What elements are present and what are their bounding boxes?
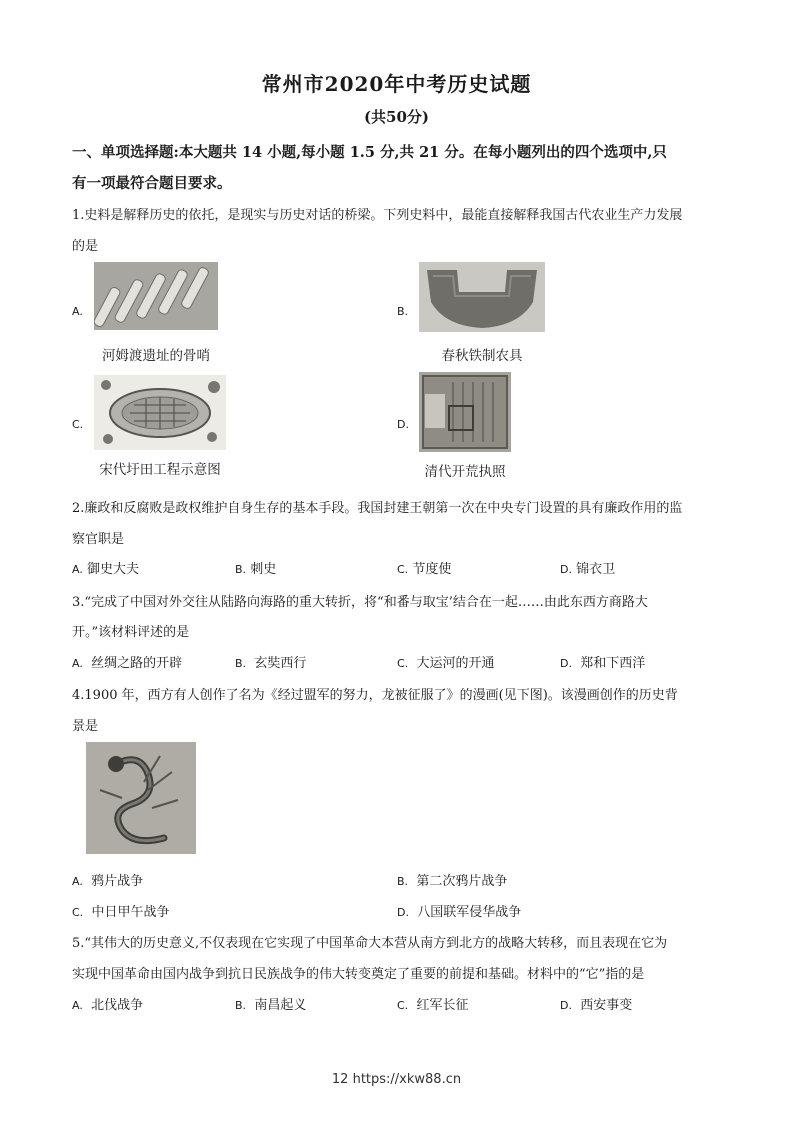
q2-option-b: B. 刺史 — [235, 562, 277, 577]
q5-option-b: B. 南昌起义 — [235, 998, 307, 1013]
page-title: 常州市2020年中考历史试题 — [261, 72, 532, 96]
q1-option-c-label: C. — [72, 418, 84, 431]
q1-option-c-caption: 宋代圩田工程示意图 — [99, 462, 221, 478]
q3-option-a: A. 丝绸之路的开辟 — [72, 656, 183, 671]
section-heading-line2: 有一项最符合题目要求。 — [72, 175, 232, 192]
page-footer: 12 https://xkw88.cn — [331, 1072, 462, 1087]
question-4-line1: 4.1900 年，西方有人创作了名为《经过盟军的努力，龙被征服了》的漫画(见下图)。该漫画创作的历史背 — [72, 688, 678, 703]
q3-option-b: B. 玄奘西行 — [235, 656, 307, 671]
dragon-cartoon-image — [86, 742, 196, 854]
q3-option-c: C. 大运河的开通 — [397, 656, 495, 671]
question-2-line1: 2.廉政和反腐败是政权维护自身生存的基本手段。我国封建王朝第一次在中央专门设置的具有廉政作用的监 — [72, 501, 683, 516]
q2-option-a: A. 御史大夫 — [72, 562, 139, 577]
section-heading-line1: 一、单项选择题:本大题共 14 小题,每小题 1.5 分,共 21 分。在每小题列出的四个选项中,只 — [72, 144, 667, 161]
page-subtitle: (共50分) — [363, 108, 430, 126]
q1-option-a-label: A. — [72, 305, 83, 318]
q5-option-a: A. 北伐战争 — [72, 998, 144, 1013]
question-1-line2: 的是 — [72, 239, 99, 254]
q2-option-d: D. 锦衣卫 — [560, 562, 616, 577]
question-5-line1: 5.“其伟大的历史意义,不仅表现在它实现了中国革命大本营从南方到北方的战略大转移，而且表现在它为 — [72, 936, 668, 951]
question-4-line2: 景是 — [72, 719, 99, 734]
q4-option-a: A. 鸦片战争 — [72, 874, 144, 889]
q1-option-b-caption: 春秋铁制农具 — [441, 348, 523, 364]
q1-option-a-caption: 河姆渡遗址的骨哨 — [102, 348, 210, 364]
q3-option-d: D. 郑和下西洋 — [560, 656, 646, 671]
question-5-line2: 实现中国革命由国内战争到抗日民族战争的伟大转变奠定了重要的前提和基础。材料中的“它”指的是 — [72, 967, 645, 982]
q4-option-b: B. 第二次鸦片战争 — [397, 874, 508, 889]
bone-whistle-image — [94, 262, 218, 330]
q1-option-d-caption: 清代开荒执照 — [424, 464, 506, 480]
question-3-line2: 开。”该材料评述的是 — [72, 625, 190, 640]
question-2-line2: 察官职是 — [72, 532, 125, 547]
q4-option-d: D. 八国联军侵华战争 — [397, 905, 522, 920]
q4-option-c: C. 中日甲午战争 — [72, 905, 170, 920]
land-permit-image — [419, 372, 511, 452]
q1-option-b-label: B. — [397, 305, 409, 318]
iron-tool-image — [419, 262, 545, 332]
polder-diagram-image — [94, 375, 226, 450]
question-1-line1: 1.史料是解释历史的依托，是现实与历史对话的桥梁。下列史料中，最能直接解释我国古代农业生产力发展 — [72, 208, 683, 223]
q5-option-c: C. 红军长征 — [397, 998, 469, 1013]
q5-option-d: D. 西安事变 — [560, 998, 633, 1013]
question-3-line1: 3.“完成了中国对外交往从陆路向海路的重大转折，将“和番与取宝’结合在一起……由此东西方商路大 — [72, 595, 648, 610]
q2-option-c: C. 节度使 — [397, 562, 452, 577]
q1-option-d-label: D. — [397, 418, 409, 431]
